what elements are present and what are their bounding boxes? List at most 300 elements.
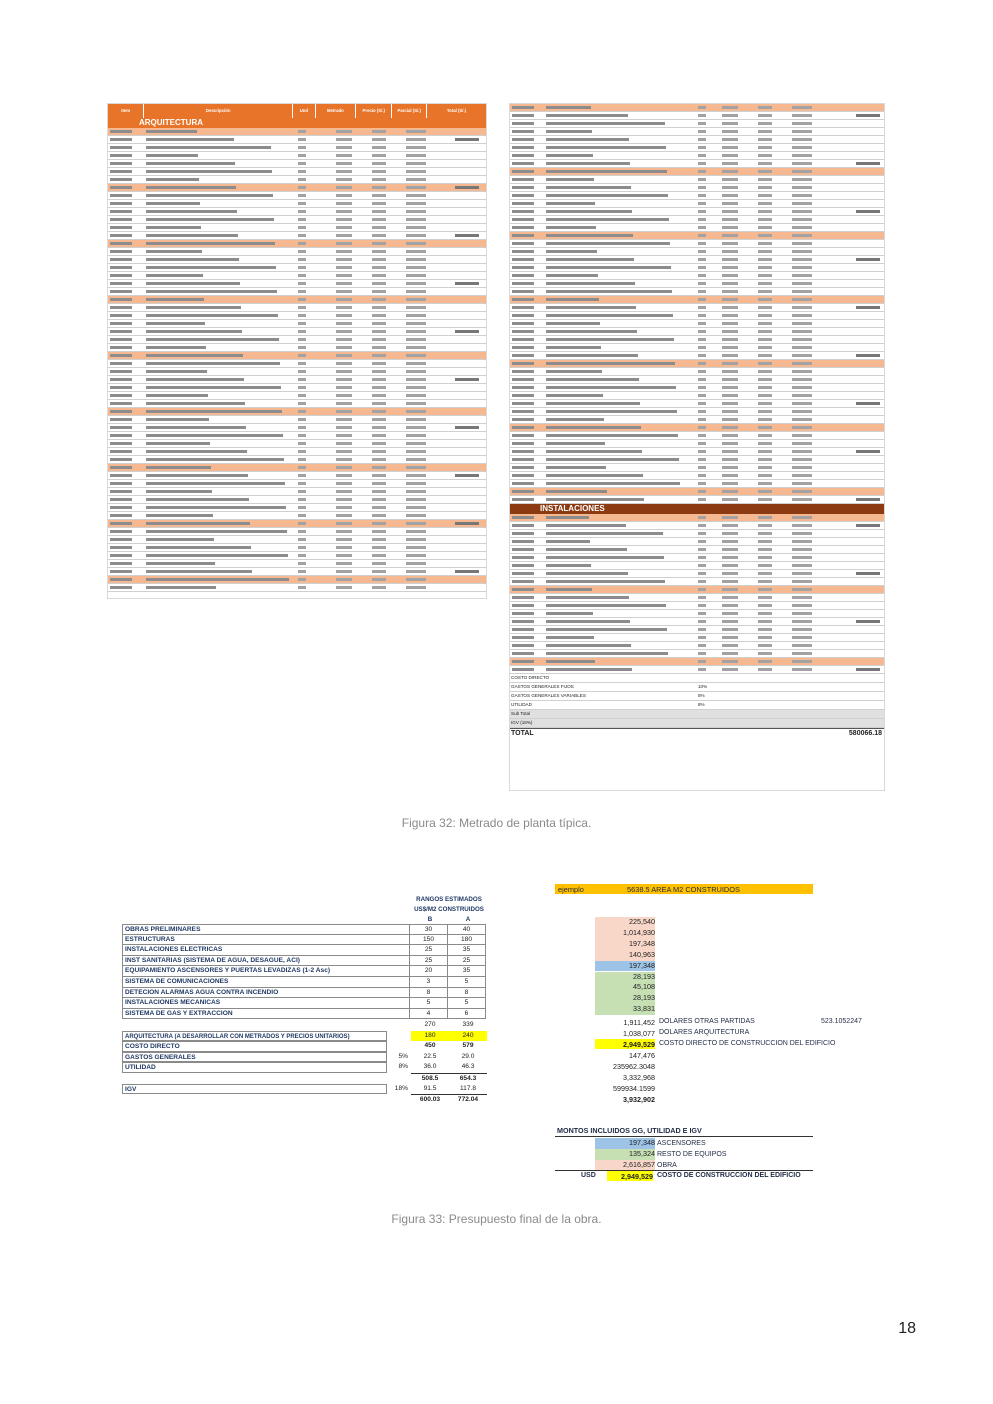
row-unit <box>698 130 706 133</box>
row-total <box>455 522 479 525</box>
row-metrado <box>336 554 352 557</box>
table-row <box>108 344 486 352</box>
row-description <box>146 402 245 405</box>
row-unit <box>698 596 706 599</box>
row-metrado <box>336 418 352 421</box>
row-parcial <box>792 490 812 493</box>
row-description <box>546 306 636 309</box>
rango-b: 20 <box>410 966 448 977</box>
row-price <box>758 644 772 647</box>
row-code <box>512 290 534 293</box>
row-parcial <box>792 194 812 197</box>
row-description <box>146 530 287 533</box>
row-unit <box>298 266 306 269</box>
row-metrado <box>722 588 738 591</box>
row-parcial <box>406 306 426 309</box>
row-code <box>512 394 534 397</box>
row-metrado <box>336 186 352 189</box>
row-price <box>372 450 386 453</box>
row-parcial <box>792 122 812 125</box>
row-metrado <box>336 234 352 237</box>
row-price <box>372 274 386 277</box>
row-parcial <box>406 354 426 357</box>
table-row <box>108 144 486 152</box>
row-unit <box>698 250 706 253</box>
row-code <box>110 466 132 469</box>
row-metrado <box>722 370 738 373</box>
table-row <box>108 496 486 504</box>
row-price <box>372 194 386 197</box>
row-parcial <box>792 290 812 293</box>
row-price <box>758 660 772 663</box>
row-unit <box>698 532 706 535</box>
table-row <box>510 538 884 546</box>
table-row <box>108 272 486 280</box>
col-item: Item <box>108 104 144 118</box>
row-metrado <box>336 282 352 285</box>
row-price <box>758 202 772 205</box>
row-code <box>110 322 132 325</box>
row-code <box>512 218 534 221</box>
row-metrado <box>336 378 352 381</box>
row-parcial <box>792 298 812 301</box>
row-code <box>512 282 534 285</box>
row-price <box>758 604 772 607</box>
row-metrado <box>722 226 738 229</box>
row-unit <box>298 322 306 325</box>
row-metrado <box>722 154 738 157</box>
row-parcial <box>406 514 426 517</box>
table-row <box>108 208 486 216</box>
table-row <box>108 536 486 544</box>
row-code <box>512 242 534 245</box>
row-price <box>758 588 772 591</box>
row-unit <box>698 362 706 365</box>
rango-b: 25 <box>410 956 448 967</box>
row-description <box>546 338 674 341</box>
row-description <box>546 226 596 229</box>
row-unit <box>698 266 706 269</box>
table-row <box>510 264 884 272</box>
row-metrado <box>722 106 738 109</box>
row-parcial <box>792 596 812 599</box>
table-row <box>108 512 486 520</box>
row-price <box>372 586 386 589</box>
row-unit <box>298 274 306 277</box>
rango-name: INSTALACIONES MECANICAS <box>122 998 410 1009</box>
row-metrado <box>722 442 738 445</box>
total-b: 600.03 <box>411 1094 449 1106</box>
row-code <box>512 596 534 599</box>
row-metrado <box>722 202 738 205</box>
row-total <box>455 330 479 333</box>
row-price <box>758 564 772 567</box>
row-code <box>110 378 132 381</box>
row-description <box>146 370 207 373</box>
rangos-summary <box>122 1020 487 1105</box>
row-unit <box>698 548 706 551</box>
table-row <box>510 432 884 440</box>
row-price <box>758 194 772 197</box>
row-parcial <box>406 242 426 245</box>
rango-name: INST SANITARIAS (SISTEMA DE AGUA, DESAGUE, ACI) <box>122 956 410 967</box>
row-unit <box>698 306 706 309</box>
row-code <box>110 450 132 453</box>
row-unit <box>298 562 306 565</box>
row-code <box>110 394 132 397</box>
table-row <box>108 416 486 424</box>
table-row <box>108 336 486 344</box>
row-unit <box>698 394 706 397</box>
row-description <box>546 282 635 285</box>
arquitectura-label: ARQUITECTURA (A DESARROLLAR CON METRADOS Y PRECIOS UNITARIOS) <box>122 1031 387 1042</box>
table-row <box>510 216 884 224</box>
row-parcial <box>792 548 812 551</box>
rango-a: 25 <box>448 956 486 967</box>
row-description <box>546 242 670 245</box>
row-parcial <box>406 202 426 205</box>
table-row <box>108 264 486 272</box>
row-unit <box>298 154 306 157</box>
row-unit <box>698 612 706 615</box>
row-price <box>372 234 386 237</box>
rango-b: 3 <box>410 977 448 988</box>
row-code <box>110 410 132 413</box>
row-parcial <box>792 370 812 373</box>
row-price <box>758 138 772 141</box>
table-row <box>108 376 486 384</box>
row-code <box>512 516 534 519</box>
table-row <box>108 432 486 440</box>
row-metrado <box>722 338 738 341</box>
row-code <box>512 418 534 421</box>
row-unit <box>698 282 706 285</box>
cost-value-cell: 1,014,930 <box>595 928 655 939</box>
row-code <box>512 588 534 591</box>
row-description <box>546 572 628 575</box>
row-parcial <box>406 434 426 437</box>
row-metrado <box>336 170 352 173</box>
row-parcial <box>792 572 812 575</box>
table-row <box>108 200 486 208</box>
row-code <box>512 532 534 535</box>
row-description <box>146 362 280 365</box>
row-description <box>146 130 197 133</box>
table-row <box>510 304 884 312</box>
category-arquitectura: ARQUITECTURA <box>108 118 486 128</box>
row-price <box>758 580 772 583</box>
row-description <box>146 338 279 341</box>
row-code <box>110 330 132 333</box>
row-price <box>372 282 386 285</box>
row-code <box>110 386 132 389</box>
summary-row <box>510 683 884 692</box>
row-code <box>110 370 132 373</box>
row-code <box>512 636 534 639</box>
rango-b: 8 <box>410 988 448 999</box>
row-metrado <box>336 210 352 213</box>
row-unit <box>298 458 306 461</box>
row-total <box>856 668 880 671</box>
row-unit <box>298 314 306 317</box>
row-price <box>758 234 772 237</box>
row-description <box>146 498 249 501</box>
row-parcial <box>792 306 812 309</box>
row-metrado <box>336 290 352 293</box>
row-unit <box>698 178 706 181</box>
row-metrado <box>722 580 738 583</box>
page-number: 18 <box>898 1320 916 1337</box>
table-row <box>510 554 884 562</box>
table-row <box>510 360 884 368</box>
row-unit <box>298 362 306 365</box>
row-price <box>758 306 772 309</box>
row-parcial <box>792 226 812 229</box>
row-price <box>372 546 386 549</box>
row-price <box>372 186 386 189</box>
row-code <box>110 274 132 277</box>
row-code <box>110 570 132 573</box>
arq-label: DOLARES ARQUITECTURA <box>659 1029 750 1036</box>
table-row <box>510 312 884 320</box>
cost-value-cell: 45,108 <box>595 982 655 993</box>
row-total <box>455 474 479 477</box>
row-metrado <box>336 346 352 349</box>
row-code <box>512 386 534 389</box>
row-unit <box>298 554 306 557</box>
rango-b: 4 <box>410 1009 448 1020</box>
row-parcial <box>406 274 426 277</box>
row-description <box>146 210 237 213</box>
row-parcial <box>406 178 426 181</box>
row-unit <box>698 114 706 117</box>
row-parcial <box>792 106 812 109</box>
row-code <box>512 580 534 583</box>
row-description <box>546 130 592 133</box>
table-row <box>108 312 486 320</box>
row-total <box>856 498 880 501</box>
row-code <box>512 154 534 157</box>
row-price <box>372 554 386 557</box>
table-row <box>510 586 884 594</box>
table-row <box>510 152 884 160</box>
row-unit <box>698 410 706 413</box>
row-parcial <box>406 450 426 453</box>
row-unit <box>698 258 706 261</box>
row-unit <box>298 514 306 517</box>
table-row <box>510 280 884 288</box>
row-price <box>372 154 386 157</box>
rango-a: 35 <box>448 945 486 956</box>
row-unit <box>698 498 706 501</box>
otras-value: 1,911,452 <box>623 1018 655 1027</box>
utilidad-b: 36.0 <box>423 1063 437 1071</box>
table-row <box>510 626 884 634</box>
row-metrado <box>722 628 738 631</box>
table-row <box>108 176 486 184</box>
row-code <box>110 234 132 237</box>
table-row <box>108 528 486 536</box>
total-label: TOTAL <box>511 730 534 737</box>
row-description <box>146 322 205 325</box>
row-unit <box>698 330 706 333</box>
row-parcial <box>406 218 426 221</box>
row-price <box>758 386 772 389</box>
table-row <box>108 584 486 592</box>
row-code <box>110 130 132 133</box>
row-metrado <box>722 426 738 429</box>
row-code <box>512 354 534 357</box>
row-unit <box>698 210 706 213</box>
row-metrado <box>722 474 738 477</box>
row-metrado <box>336 138 352 141</box>
row-unit <box>298 466 306 469</box>
rangos-row <box>122 977 487 988</box>
row-description <box>146 522 250 525</box>
row-description <box>546 580 665 583</box>
row-unit <box>698 556 706 559</box>
row-metrado <box>722 394 738 397</box>
row-parcial <box>792 258 812 261</box>
row-metrado <box>722 162 738 165</box>
row-description <box>146 458 284 461</box>
total-row <box>510 728 884 739</box>
row-code <box>512 330 534 333</box>
row-price <box>758 362 772 365</box>
table-row <box>510 480 884 488</box>
row-metrado <box>722 660 738 663</box>
table-row <box>510 104 884 112</box>
right-rows-bottom <box>510 514 884 674</box>
extra4: 599934.1599 <box>613 1084 655 1093</box>
row-unit <box>298 482 306 485</box>
gastos-a: 29.0 <box>461 1052 475 1060</box>
row-code <box>110 170 132 173</box>
row-price <box>372 522 386 525</box>
table-row <box>510 224 884 232</box>
table-row <box>108 520 486 528</box>
row-unit <box>298 578 306 581</box>
final-value: 2,949,529 <box>621 1172 653 1181</box>
gastos-b: 22.5 <box>423 1052 437 1060</box>
row-metrado <box>336 586 352 589</box>
row-code <box>110 266 132 269</box>
row-code <box>110 514 132 517</box>
row-description <box>546 266 671 269</box>
row-code <box>512 338 534 341</box>
table-row <box>510 408 884 416</box>
row-description <box>146 274 203 277</box>
cost-value-cell: 197,348 <box>595 961 655 972</box>
row-parcial <box>792 524 812 527</box>
row-price <box>758 354 772 357</box>
table-row <box>510 464 884 472</box>
table-row <box>108 256 486 264</box>
row-parcial <box>406 402 426 405</box>
row-description <box>146 282 240 285</box>
rango-a: 40 <box>448 924 486 935</box>
table-row <box>108 216 486 224</box>
row-metrado <box>336 410 352 413</box>
montos-bottom-rule <box>555 1170 813 1171</box>
row-unit <box>298 234 306 237</box>
row-price <box>758 282 772 285</box>
row-metrado <box>722 612 738 615</box>
row-metrado <box>336 242 352 245</box>
row-total <box>455 426 479 429</box>
row-code <box>110 226 132 229</box>
row-price <box>758 540 772 543</box>
row-code <box>512 524 534 527</box>
row-code <box>110 210 132 213</box>
row-code <box>512 314 534 317</box>
rango-a: 5 <box>448 977 486 988</box>
row-total <box>856 162 880 165</box>
row-parcial <box>792 210 812 213</box>
row-parcial <box>792 564 812 567</box>
table-row <box>108 328 486 336</box>
row-price <box>372 138 386 141</box>
table-row <box>510 176 884 184</box>
row-price <box>758 532 772 535</box>
row-price <box>758 178 772 181</box>
row-price <box>372 466 386 469</box>
row-price <box>372 362 386 365</box>
row-description <box>146 418 209 421</box>
row-metrado <box>722 146 738 149</box>
row-metrado <box>336 274 352 277</box>
row-parcial <box>406 346 426 349</box>
row-metrado <box>336 322 352 325</box>
row-metrado <box>336 530 352 533</box>
row-description <box>146 514 213 517</box>
row-unit <box>298 218 306 221</box>
row-code <box>512 482 534 485</box>
row-description <box>546 426 641 429</box>
otras-extra: 523.1052247 <box>821 1018 862 1025</box>
row-code <box>512 556 534 559</box>
row-unit <box>698 338 706 341</box>
row-metrado <box>722 378 738 381</box>
row-code <box>512 306 534 309</box>
row-parcial <box>792 426 812 429</box>
row-description <box>146 242 275 245</box>
row-parcial <box>792 386 812 389</box>
row-parcial <box>792 442 812 445</box>
row-metrado <box>336 578 352 581</box>
table-header <box>108 104 486 118</box>
row-code <box>512 186 534 189</box>
row-price <box>758 370 772 373</box>
row-description <box>546 540 590 543</box>
row-metrado <box>336 218 352 221</box>
row-unit <box>298 170 306 173</box>
rangos-header <box>411 895 487 925</box>
row-metrado <box>336 514 352 517</box>
row-unit <box>698 274 706 277</box>
row-parcial <box>406 490 426 493</box>
row-metrado <box>722 482 738 485</box>
row-description <box>546 122 665 125</box>
row-code <box>512 194 534 197</box>
row-metrado <box>722 402 738 405</box>
row-unit <box>298 474 306 477</box>
row-metrado <box>722 346 738 349</box>
montos-rule <box>555 1136 813 1137</box>
row-description <box>146 146 271 149</box>
row-parcial <box>406 530 426 533</box>
summary-pct: 5% <box>698 693 705 698</box>
